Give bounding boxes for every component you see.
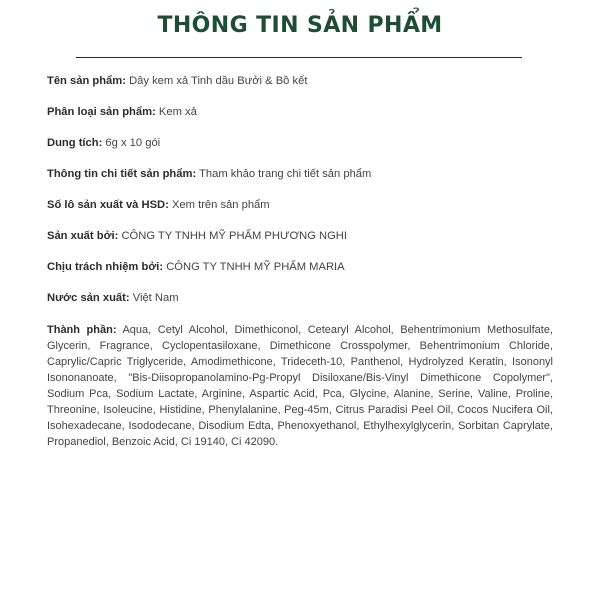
field-value: Tham khảo trang chi tiết sản phẩm — [199, 168, 372, 180]
field-value: Việt Nam — [132, 292, 179, 304]
title-divider — [76, 57, 522, 58]
field-label: Số lô sản xuất và HSD: — [47, 199, 169, 211]
field-label: Thông tin chi tiết sản phẩm: — [47, 168, 197, 180]
field-ingredients — [47, 322, 553, 450]
field-manufacturer — [47, 229, 553, 244]
page-title: THÔNG TIN SẢN PHẨM — [157, 13, 443, 38]
field-value: Kem xả — [158, 106, 197, 118]
field-details — [47, 167, 553, 182]
field-label: Tên sản phẩm: — [47, 75, 126, 87]
field-value: 6g x 10 gói — [105, 137, 161, 149]
field-country — [47, 291, 553, 306]
field-responsible-party — [47, 260, 553, 275]
field-value: CÔNG TY TNHH MỸ PHẨM PHƯƠNG NGHI — [121, 230, 347, 242]
field-product-name — [47, 74, 553, 89]
field-value: CÔNG TY TNHH MỸ PHẨM MARIA — [166, 261, 345, 273]
field-volume — [47, 136, 553, 151]
field-label: Thành phần: — [47, 324, 117, 336]
field-value: Xem trên sản phẩm — [171, 199, 270, 211]
field-category — [47, 105, 553, 120]
field-label: Nước sản xuất: — [47, 292, 130, 304]
field-label: Phân loại sản phẩm: — [47, 106, 156, 118]
field-batch-expiry — [47, 198, 553, 213]
field-value: Aqua, Cetyl Alcohol, Dimethiconol, Cetearyl Alcohol, Behentrimonium Methosulfate, Glycerin, Fragrance, Cyclopentasiloxane, Dimethicone Crosspolymer, Behentrimonium Chloride, Caprylic/Capric Triglyceride, Amodimethicone, Trideceth-10, Panthenol, Hydrolyzed Keratin, Isononyl Isononanoate, "Bis-Diisopropanolamino-Pg-Propyl Disiloxane/Bis-Vinyl Dimethicone Copolymer", Sodium Pca, Sodium Lactate, Arginine, Aspartic Acid, Pca, Glycine, Alanine, Serine, Valine, Proline, Threonine, Isoleucine, Histidine, Phenylalanine, Peg-45m, Citrus Paradisi Peel Oil, Cocos Nucifera Oil, Isohexadecane, Isododecane, Disodium Edta, Phenoxyethanol, Ethylhexylglycerin, Sorbitan Caprylate, Propanediol, Benzoic Acid, Ci 19140, Ci 42090. — [47, 324, 553, 448]
field-label: Dung tích: — [47, 137, 103, 149]
product-info-list — [47, 74, 553, 466]
field-value: Dây kem xả Tinh dầu Bưởi & Bồ kết — [129, 75, 308, 87]
field-label: Chịu trách nhiệm bởi: — [47, 261, 164, 273]
field-label: Sản xuất bởi: — [47, 230, 119, 242]
